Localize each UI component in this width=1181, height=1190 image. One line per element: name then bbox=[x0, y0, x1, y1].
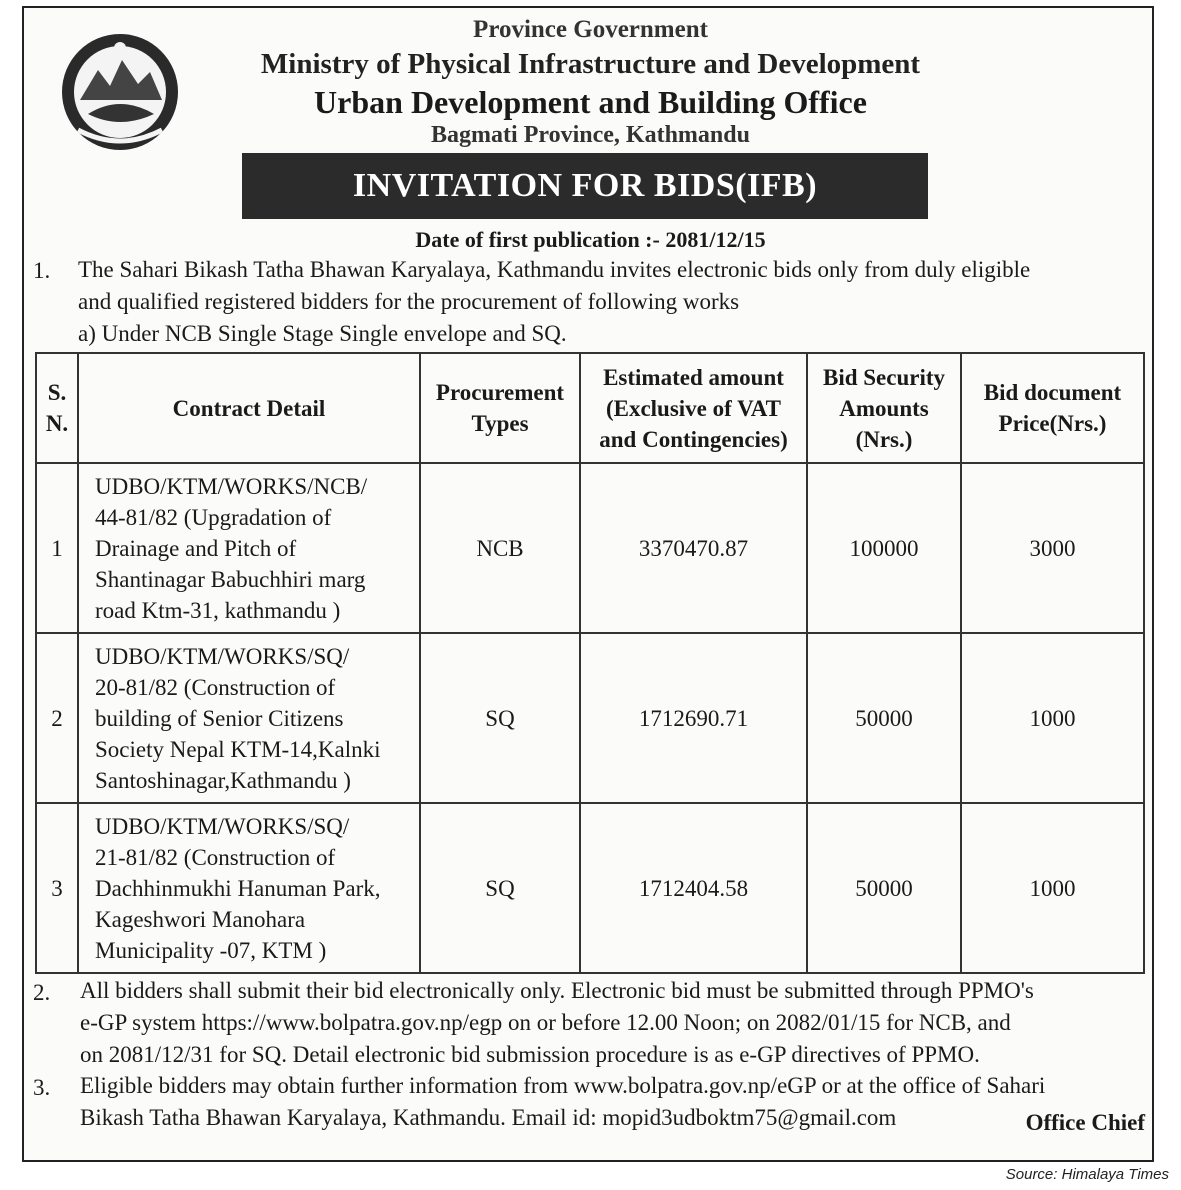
row-procurement-type: SQ bbox=[420, 803, 580, 973]
clause-1-number: 1. bbox=[33, 258, 51, 283]
clause-1-line: and qualified registered bidders for the procurement of following works bbox=[78, 289, 740, 314]
clause-1-line: a) Under NCB Single Stage Single envelope and SQ. bbox=[78, 321, 567, 346]
publication-date: Date of first publication :- 2081/12/15 bbox=[415, 227, 766, 252]
row-document-price: 1000 bbox=[961, 803, 1144, 973]
row-estimated-amount: 3370470.87 bbox=[580, 463, 807, 633]
clause-3-line: Eligible bidders may obtain further information from www.bolpatra.gov.np/eGP or at the office of Sahari bbox=[80, 1073, 1046, 1098]
clause-1-text bbox=[78, 254, 1030, 350]
row-document-price: 1000 bbox=[961, 633, 1144, 803]
clause-3-line: Bikash Tatha Bhawan Karyalaya, Kathmandu. Email id: mopid3udboktm75@gmail.com bbox=[80, 1105, 897, 1130]
procurement-type-header: Procurement Types bbox=[420, 353, 580, 463]
estimated-amount-header: Estimated amount (Exclusive of VAT and Contingencies) bbox=[580, 353, 807, 463]
row-sn: 2 bbox=[36, 633, 78, 803]
row-contract-detail: UDBO/KTM/WORKS/SQ/ 20-81/82 (Construction of building of Senior Citizens Society Nepal KTM-14,Kalnki Santoshinagar,Kathmandu ) bbox=[78, 633, 420, 803]
row-procurement-type: NCB bbox=[420, 463, 580, 633]
table-row bbox=[36, 633, 1144, 803]
source-credit: Source: Himalaya Times bbox=[1005, 1166, 1169, 1183]
ifb-banner: INVITATION FOR BIDS(IFB) bbox=[242, 153, 928, 219]
row-sn: 1 bbox=[36, 463, 78, 633]
table-row bbox=[36, 463, 1144, 633]
clause-2-line: on 2081/12/31 for SQ. Detail electronic bid submission procedure is as e-GP directives of PPMO. bbox=[80, 1042, 980, 1067]
row-estimated-amount: 1712690.71 bbox=[580, 633, 807, 803]
ministry-name: Ministry of Physical Infrastructure and Development bbox=[260, 48, 921, 80]
row-contract-detail: UDBO/KTM/WORKS/NCB/ 44-81/82 (Upgradation of Drainage and Pitch of Shantinagar Babuchhiri marg road Ktm-31, kathmandu ) bbox=[78, 463, 420, 633]
row-bid-security: 50000 bbox=[807, 803, 961, 973]
sn-header: S. N. bbox=[36, 353, 78, 463]
clause-3-text bbox=[80, 1070, 1045, 1134]
row-estimated-amount: 1712404.58 bbox=[580, 803, 807, 973]
province-government-label: Province Government bbox=[473, 16, 708, 43]
clause-2-number: 2. bbox=[33, 980, 51, 1005]
clause-3-number: 3. bbox=[33, 1075, 51, 1100]
clause-2-line: All bidders shall submit their bid electronically only. Electronic bid must be submitted through PPMO's bbox=[80, 978, 1034, 1003]
document-price-header: Bid document Price(Nrs.) bbox=[961, 353, 1144, 463]
row-document-price: 3000 bbox=[961, 463, 1144, 633]
bids-table bbox=[35, 352, 1145, 974]
row-bid-security: 50000 bbox=[807, 633, 961, 803]
clause-2-line: e-GP system https://www.bolpatra.gov.np/egp on or before 12.00 Noon; on 2082/01/15 for NCB, and bbox=[80, 1010, 1011, 1035]
clause-2-text bbox=[80, 975, 1034, 1071]
clause-1-line: The Sahari Bikash Tatha Bhawan Karyalaya, Kathmandu invites electronic bids only from duly eligible bbox=[78, 257, 1031, 282]
contract-detail-header: Contract Detail bbox=[78, 353, 420, 463]
row-bid-security: 100000 bbox=[807, 463, 961, 633]
row-procurement-type: SQ bbox=[420, 633, 580, 803]
office-name: Urban Development and Building Office bbox=[314, 84, 867, 120]
bid-security-header: Bid Security Amounts (Nrs.) bbox=[807, 353, 961, 463]
office-location: Bagmati Province, Kathmandu bbox=[431, 122, 750, 148]
row-contract-detail: UDBO/KTM/WORKS/SQ/ 21-81/82 (Construction of Dachhinmukhi Hanuman Park, Kageshwori Manohara Municipality -07, KTM ) bbox=[78, 803, 420, 973]
table-header-row bbox=[36, 353, 1144, 463]
table-row bbox=[36, 803, 1144, 973]
office-chief-signature: Office Chief bbox=[1025, 1110, 1145, 1135]
row-sn: 3 bbox=[36, 803, 78, 973]
